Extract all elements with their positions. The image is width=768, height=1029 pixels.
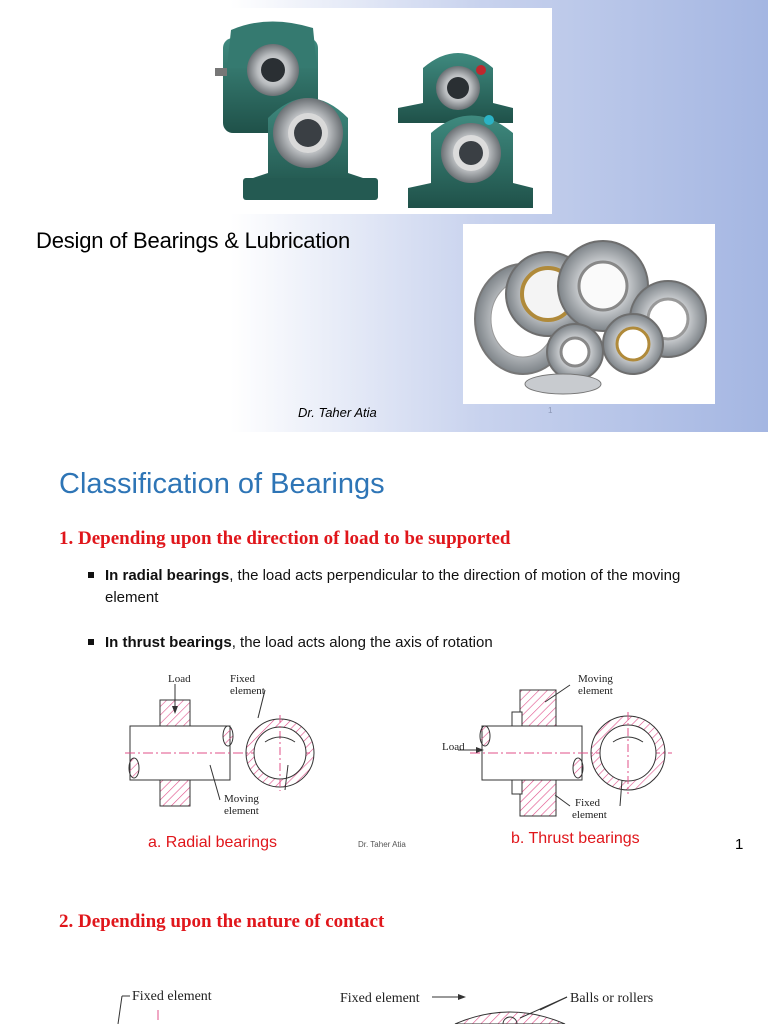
bullet-term: In thrust bearings (105, 634, 232, 651)
bullet-term: In radial bearings (105, 567, 230, 584)
bullet-marker (88, 572, 94, 578)
fixed-element-label-left: Fixed element (132, 989, 212, 1004)
presentation-title: Design of Bearings & Lubrication (36, 228, 351, 253)
fixed-element-label: element (572, 809, 607, 820)
bullet-text: , the load acts perpendicular to the direction of motion of the moving element (105, 567, 681, 606)
fixed-label: Fixed (230, 673, 256, 685)
section-heading-contact-nature: 2. Depending upon the nature of contact (59, 911, 385, 932)
moving-label: Moving (578, 673, 613, 685)
moving-element-label: element (578, 685, 613, 697)
fixed-element-label-mid: Fixed element (340, 991, 420, 1006)
slide-number: 1 (735, 836, 744, 853)
author-footer: Dr. Taher Atia (358, 840, 406, 849)
pillow-block-bearings-photo (213, 8, 552, 214)
classification-slide (0, 432, 768, 1024)
fixed-element-label: element (230, 685, 265, 697)
pillow-block-bearings-image (213, 8, 552, 214)
caption-thrust: b. Thrust bearings (511, 830, 640, 847)
bullet-text: , the load acts along the axis of rotation (231, 634, 493, 651)
slide-number: 1 (548, 406, 553, 415)
caption-radial: a. Radial bearings (148, 834, 277, 851)
load-label: Load (168, 673, 191, 685)
fixed-label: Fixed (575, 797, 601, 809)
moving-label: Moving (224, 793, 259, 805)
thrust-bearing-diagram (440, 670, 675, 820)
ball-bearings-image (463, 224, 715, 404)
moving-element-label: element (224, 805, 259, 817)
balls-rollers-label: Balls or rollers (570, 991, 654, 1006)
ball-bearings-photo (463, 224, 715, 404)
contact-bearing-diagram (100, 980, 700, 1024)
title-slide (0, 0, 768, 432)
radial-bearing-diagram (120, 670, 320, 820)
slide-title: Classification of Bearings (59, 468, 385, 500)
bullet-marker (88, 639, 94, 645)
load-label: Load (442, 741, 465, 753)
section-heading-load-direction: 1. Depending upon the direction of load to be supported (59, 528, 511, 549)
author-name: Dr. Taher Atia (298, 405, 377, 420)
